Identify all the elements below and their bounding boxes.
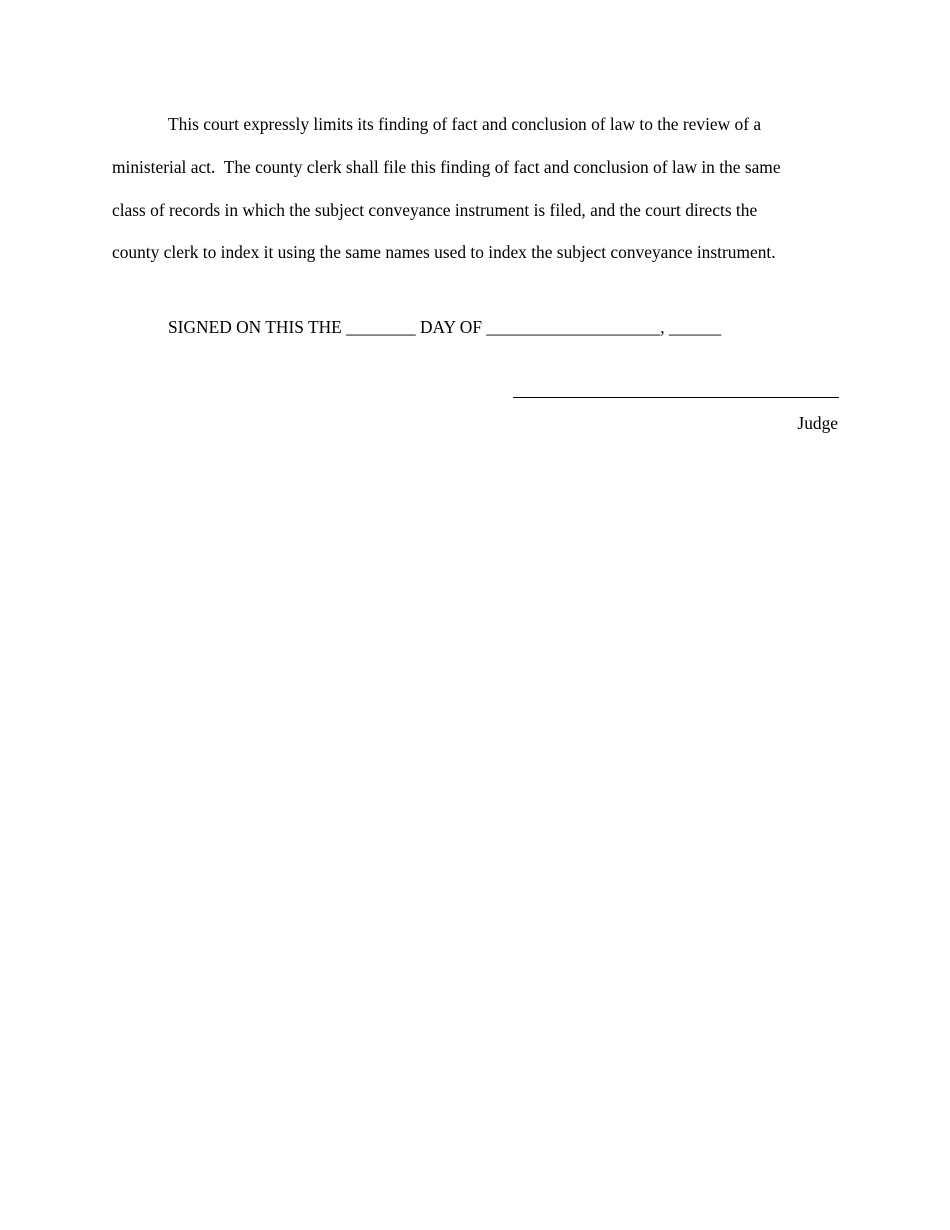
- judge-label: Judge: [797, 413, 838, 433]
- paragraph-line-4: county clerk to index it using the same names used to index the subject conveyance instrument.: [112, 242, 776, 262]
- signature-line: [513, 397, 839, 398]
- signed-date-line: SIGNED ON THIS THE ________ DAY OF ____________________, ______: [168, 317, 722, 337]
- paragraph-line-1: This court expressly limits its finding of fact and conclusion of law to the review of a: [168, 114, 762, 134]
- paragraph-line-3: class of records in which the subject conveyance instrument is filed, and the court directs the: [112, 200, 758, 220]
- paragraph-line-2: ministerial act. The county clerk shall file this finding of fact and conclusion of law in the same: [112, 157, 781, 177]
